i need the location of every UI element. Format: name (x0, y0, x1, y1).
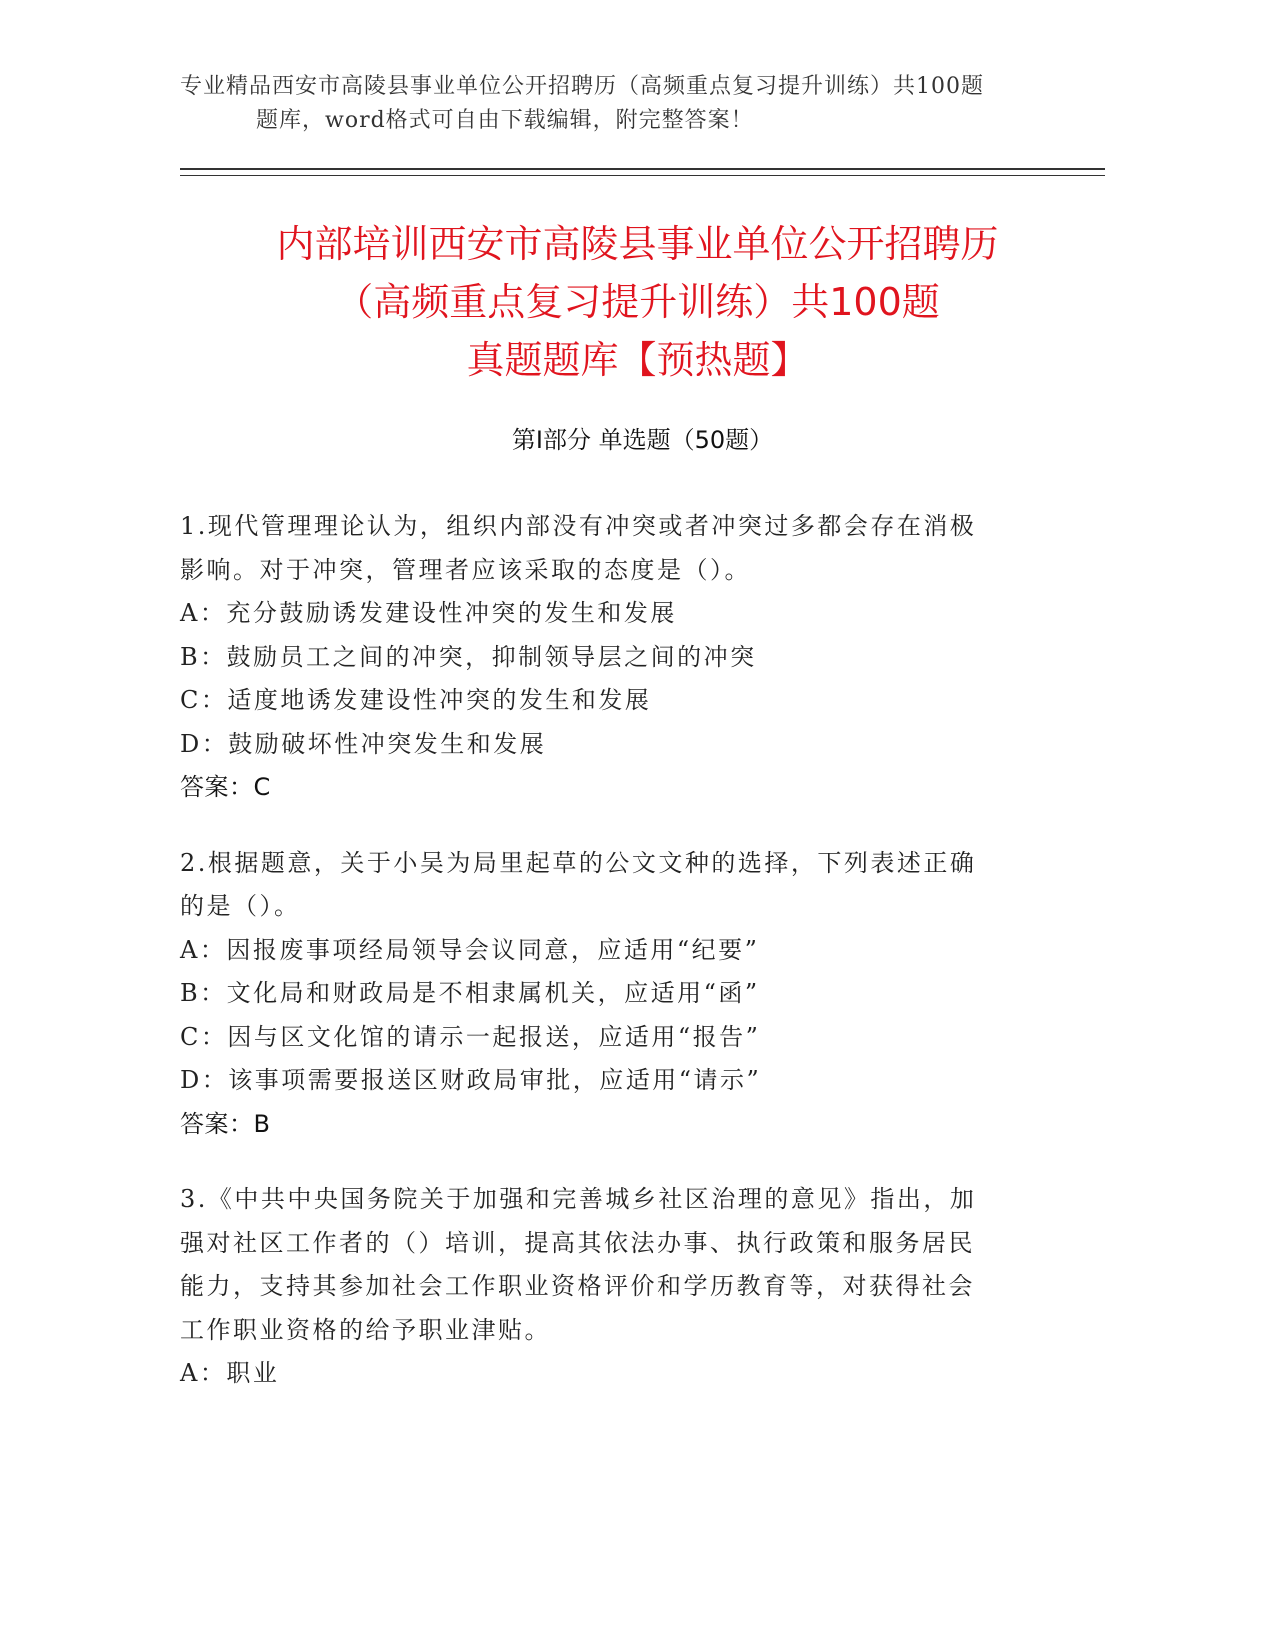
option-a: A：职业 (180, 1359, 280, 1387)
option-d: D：鼓励破坏性冲突发生和发展 (180, 729, 547, 758)
title-line-2: （高频重点复习提升训练）共100题 (335, 280, 940, 324)
header-divider-thin (180, 175, 1105, 176)
document-header (180, 70, 1080, 138)
question-1 (180, 505, 1040, 810)
question-stem: 1.现代管理理论认为，组织内部没有冲突或者冲突过多都会存在消极 (180, 512, 977, 540)
option-b: B：鼓励员工之间的冲突，抑制领导层之间的冲突 (180, 642, 757, 671)
option-b: B：文化局和财政局是不相隶属机关，应适用“函” (180, 979, 760, 1007)
question-list (180, 505, 1040, 1428)
option-a: A：充分鼓励诱发建设性冲突的发生和发展 (180, 599, 677, 627)
option-a: A：因报废事项经局领导会议同意，应适用“纪要” (180, 935, 760, 964)
title-line-1: 内部培训西安市高陵县事业单位公开招聘历 (276, 222, 999, 266)
question-3 (180, 1178, 1040, 1396)
question-stem: 能力，支持其参加社会工作职业资格评价和学历教育等，对获得社会 (180, 1272, 975, 1300)
answer: 答案：C (180, 773, 271, 801)
question-stem: 的是（）。 (180, 892, 301, 920)
section-title: 第Ⅰ部分 单选题（50题） (511, 426, 774, 454)
question-stem: 工作职业资格的给予职业津贴。 (180, 1315, 551, 1344)
title-line-3: 真题题库【预热题】 (466, 338, 809, 382)
question-2 (180, 842, 1040, 1147)
header-line-2: 题库，word格式可自由下载编辑，附完整答案！ (256, 108, 754, 133)
document-title (150, 215, 1125, 389)
option-d: D：该事项需要报送区财政局审批，应适用“请示” (180, 1066, 762, 1094)
question-stem: 强对社区工作者的（）培训，提高其依法办事、执行政策和服务居民 (180, 1228, 975, 1257)
header-divider-thick (180, 168, 1105, 170)
answer: 答案：B (180, 1109, 271, 1138)
option-c: C：因与区文化馆的请示一起报送，应适用“报告” (180, 1022, 761, 1051)
question-stem: 3.《中共中央国务院关于加强和完善城乡社区治理的意见》指出，加 (180, 1185, 977, 1213)
question-stem: 影响。对于冲突，管理者应该采取的态度是（）。 (180, 555, 751, 584)
question-stem: 2.根据题意，关于小吴为局里起草的公文文种的选择，下列表述正确 (180, 848, 977, 877)
header-line-1: 专业精品西安市高陵县事业单位公开招聘历（高频重点复习提升训练）共100题 (180, 74, 984, 99)
option-c: C：适度地诱发建设性冲突的发生和发展 (180, 686, 652, 714)
